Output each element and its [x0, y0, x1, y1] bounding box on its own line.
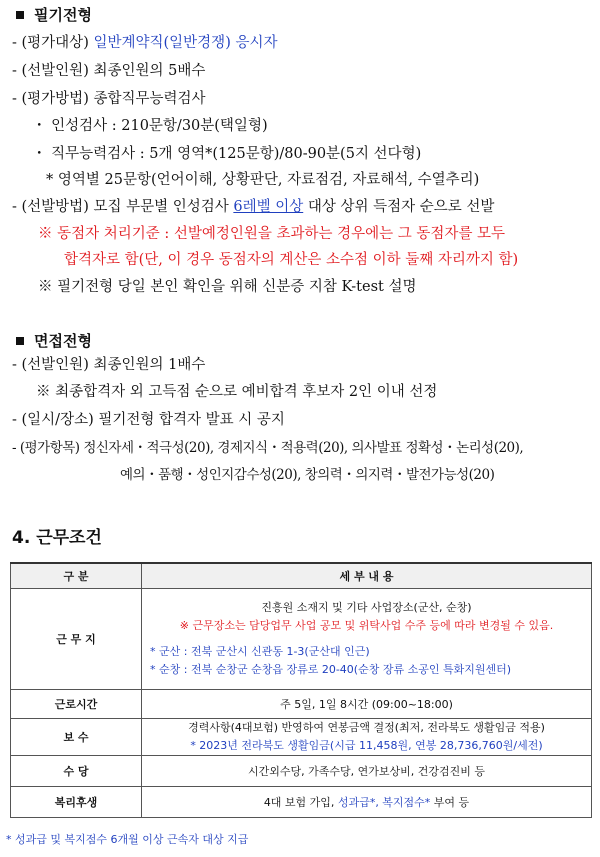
- hours-value: 주 5일, 1일 8시간 (09:00~18:00): [142, 690, 592, 719]
- welfare-suffix: 부여 등: [430, 796, 470, 809]
- allowance-label: 수 당: [11, 756, 142, 787]
- pay-line2: * 2023년 전라북도 생활임금(시급 11,458원, 연봉 28,736,760원/세전): [190, 739, 543, 752]
- pay-label: 보 수: [11, 719, 142, 756]
- eligibility-line: [12, 33, 277, 53]
- table-row-allowance: [11, 756, 592, 787]
- eligibility-label: - (평가대상): [12, 35, 94, 51]
- workplace-note: ※ 근무장소는 담당업무 사업 공모 및 위탁사업 수주 등에 따라 변경될 수 있음.: [179, 619, 554, 632]
- pay-detail: [142, 719, 592, 756]
- welfare-label: 복리후생: [11, 787, 142, 818]
- welfare-prefix: 4대 보험 가입,: [263, 796, 338, 809]
- hours-label: 근로시간: [11, 690, 142, 719]
- allowance-value: 시간외수당, 가족수당, 연가보상비, 건강검진비 등: [142, 756, 592, 787]
- conditions-table: [10, 562, 592, 818]
- workplace-gunsan: * 군산 : 전북 군산시 신관동 1-3(군산대 인근): [150, 645, 370, 658]
- pay-line1: 경력사항(4대보험) 반영하여 연봉금액 결정(최저, 전라북도 생활임금 적용): [188, 721, 545, 734]
- selection-method-level: 6레벨 이상: [233, 199, 304, 215]
- footnote: * 성과급 및 복지점수 6개월 이상 근속자 대상 지급: [6, 833, 249, 846]
- criteria-line1: - (평가항목) 정신자세・적극성(20), 경제지식・적용력(20), 의사발표 정확성・논리성(20),: [12, 440, 524, 456]
- square-bullet-icon: [16, 11, 24, 19]
- ktest-note: ※ 필기전형 당일 본인 확인을 위해 신분증 지참 K-test 설명: [38, 279, 417, 295]
- workplace-label: 근 무 지: [11, 589, 142, 690]
- workplace-spacer: [142, 635, 591, 643]
- welfare-detail: [142, 787, 592, 818]
- table-row-welfare: [11, 787, 592, 818]
- selection-method-line: [12, 197, 494, 217]
- section-heading-written: [16, 5, 92, 25]
- criteria-line2: 예의・품행・성인지감수성(20), 창의력・의지력・발전가능성(20): [120, 467, 495, 483]
- table-row-workplace: [11, 589, 592, 690]
- workplace-main: 진흥원 소재지 및 기타 사업장소(군산, 순창): [261, 601, 472, 614]
- interview-title: 면접전형: [34, 332, 92, 350]
- tie-rule-line2: 합격자로 함(단, 이 경우 동점자의 계산은 소수점 이하 둘째 자리까지 함): [64, 252, 519, 268]
- method-item-ability: ・ 직무능력검사 : 5개 영역*(125문항)/80-90분(5지 선다형): [32, 146, 422, 162]
- eligibility-value: 일반계약직(일반경쟁) 응시자: [93, 35, 278, 51]
- workplace-detail: [142, 589, 592, 690]
- method-item-personality: ・ 인성검사 : 210문항/30분(택일형): [32, 118, 268, 134]
- table-row-pay: [11, 719, 592, 756]
- selection-method-prefix: - (선발방법) 모집 부문별 인성검사: [12, 199, 234, 215]
- method-title: - (평가방법) 종합직무능력검사: [12, 91, 206, 107]
- written-exam-title: 필기전형: [34, 6, 92, 24]
- table-header-row: [11, 563, 592, 589]
- reserve-note: ※ 최종합격자 외 고득점 순으로 예비합격 후보자 2인 이내 선정: [36, 384, 438, 400]
- tie-rule-line1: ※ 동점자 처리기준 : 선발예정인원을 초과하는 경우에는 그 동점자를 모두: [38, 226, 506, 242]
- workplace-sunchang: * 순창 : 전북 순창군 순창읍 장류로 20-40(순창 장류 소공인 특화지원센터): [150, 663, 511, 676]
- section-heading-interview: [16, 331, 92, 351]
- welfare-blue: 성과급*, 복지점수*: [337, 796, 431, 809]
- method-note: * 영역별 25문항(언어이해, 상황판단, 자료점검, 자료해석, 수열추리): [46, 172, 480, 188]
- written-selection-count: - (선발인원) 최종인원의 5배수: [12, 63, 206, 79]
- section4-title: 4. 근무조건: [12, 528, 102, 548]
- header-detail: 세 부 내 용: [142, 563, 592, 589]
- header-category: 구 분: [11, 563, 142, 589]
- interview-selection-count: - (선발인원) 최종인원의 1배수: [12, 357, 206, 373]
- selection-method-suffix: 대상 상위 득점자 순으로 선발: [303, 199, 495, 215]
- square-bullet-icon: [16, 337, 24, 345]
- interview-schedule: - (일시/장소) 필기전형 합격자 발표 시 공지: [12, 412, 285, 428]
- table-row-hours: [11, 690, 592, 719]
